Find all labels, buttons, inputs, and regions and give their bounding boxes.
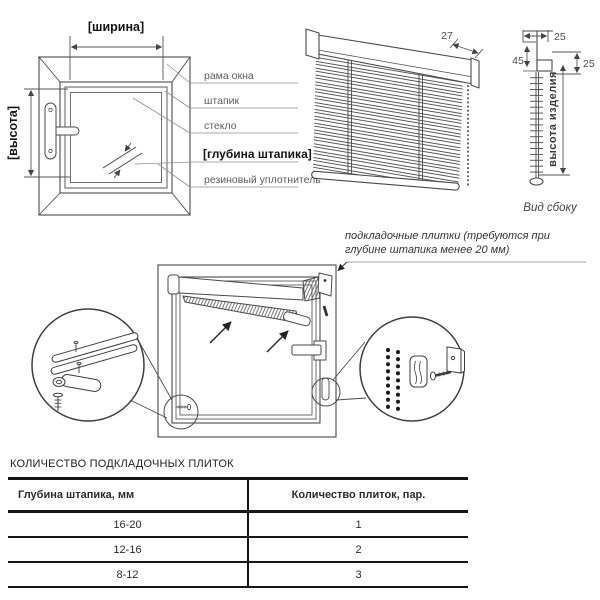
- cell-qty: 2: [248, 537, 468, 562]
- window-frame-diagram: [39, 57, 190, 215]
- magnifier-bottom-fix: [32, 309, 144, 421]
- width-dimension: [70, 36, 163, 80]
- bead-depth-detail: [103, 143, 142, 178]
- callout-labels: [203, 70, 321, 186]
- height-dimension-label: [высота]: [6, 105, 20, 161]
- headrail-cap: [168, 275, 179, 294]
- note-leader: [338, 262, 586, 271]
- screw-icon: [54, 393, 63, 411]
- callout-bead-depth: [глубина штапика]: [203, 147, 312, 161]
- cell-depth: 16-20: [8, 512, 248, 538]
- blind-drawing: [306, 29, 479, 190]
- window-handle-right: [292, 341, 326, 360]
- bead-chain-icon: [388, 350, 398, 412]
- callout-seal: резиновый уплотнитель: [204, 174, 321, 186]
- window-handle-icon: [45, 103, 79, 159]
- cell-depth: 8-12: [8, 562, 248, 587]
- headrail-depth-value: 27: [441, 30, 453, 42]
- table-row: [8, 512, 468, 538]
- mount-plate-icon: [447, 347, 465, 373]
- direction-arrows: [210, 322, 288, 352]
- side-left-height-value: 45: [512, 55, 524, 67]
- blind-stack-hatched: [183, 296, 299, 323]
- table-row: [8, 537, 468, 562]
- side-right-height-value: 25: [583, 58, 595, 70]
- col-header-plate-qty: Количество плиток, пар.: [248, 479, 468, 512]
- side-top-depth-value: 25: [554, 31, 566, 43]
- headrail-right-cap: [471, 58, 479, 88]
- side-view-caption: Вид сбоку: [523, 202, 577, 214]
- corner-bracket: [303, 273, 332, 316]
- width-dimension-label: [ширина]: [87, 20, 145, 34]
- cell-qty: 1: [248, 512, 468, 538]
- headrail-left-cap: [306, 29, 319, 59]
- cell-depth: 12-16: [8, 537, 248, 562]
- mount-screw-icon: [431, 371, 452, 381]
- headrail-depth-dimension: [450, 39, 483, 58]
- installation-diagram: [0, 230, 600, 460]
- tilted-blind: [168, 275, 311, 327]
- table-row: [8, 562, 468, 587]
- headrail-tilted: [179, 277, 303, 300]
- table-header-row: [8, 479, 468, 512]
- plates-table-title: КОЛИЧЕСТВО ПОДКЛАДОЧНЫХ ПЛИТОК: [10, 458, 234, 470]
- magnifier-chain-holder: [360, 317, 465, 421]
- bracket-plate: [318, 273, 332, 296]
- plates-table-section: [0, 458, 600, 588]
- detail-markers: [164, 378, 340, 429]
- tiny-screw: [176, 404, 191, 409]
- callout-frame: рама окна: [204, 70, 254, 82]
- technical-drawing-top: [0, 0, 600, 230]
- installation-note: подкладочные плитки (требуются при глубине штапика менее 20 мм): [345, 230, 550, 257]
- callout-bead: штапик: [204, 95, 240, 107]
- bottom-rail-detail: [60, 374, 101, 393]
- spacer-plate-hatched: [303, 277, 320, 301]
- cell-qty: 3: [355, 568, 362, 581]
- washer-icon: [53, 378, 65, 387]
- chain-tensioner-icon: [410, 356, 427, 387]
- plates-table: [8, 477, 468, 588]
- col-header-bead-depth: Глубина штапика, мм: [8, 479, 248, 512]
- callout-glass: стекло: [204, 120, 237, 132]
- product-height-label: высота изделия: [547, 71, 559, 167]
